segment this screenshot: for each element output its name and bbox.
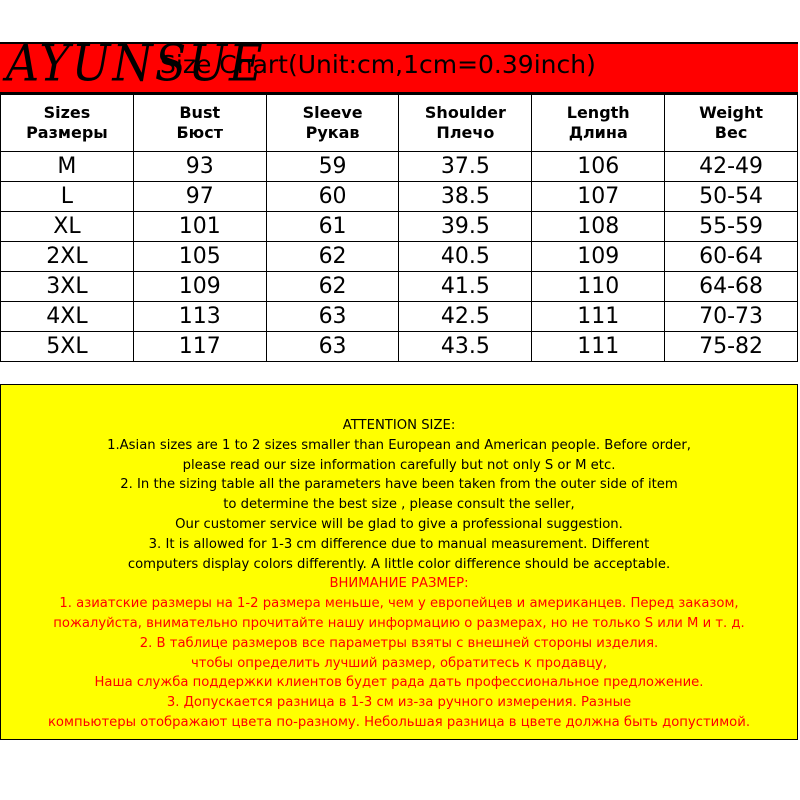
table-row bbox=[1, 182, 798, 212]
notice-line-ru: Наша служба поддержки клиентов будет рада дать профессиональное предложение. bbox=[94, 675, 704, 691]
notice-line-en: 2. In the sizing table all the parameters have been taken from the outer side of item bbox=[120, 477, 678, 493]
cell-shoulder: 39.5 bbox=[399, 212, 532, 242]
cell-bust: 93 bbox=[133, 152, 266, 182]
cell-sleeve: 62 bbox=[266, 272, 399, 302]
table-row bbox=[1, 212, 798, 242]
notice-line-ru: 3. Допускается разница в 1-3 см из-за ручного измерения. Разные bbox=[166, 695, 632, 711]
size-table bbox=[0, 94, 798, 362]
notice-line-ru: 1. азиатские размеры на 1-2 размера меньше, чем у европейцев и американцев. Перед заказом, bbox=[59, 596, 739, 612]
cell-shoulder: 38.5 bbox=[399, 182, 532, 212]
table-row bbox=[1, 272, 798, 302]
cell-shoulder: 41.5 bbox=[399, 272, 532, 302]
cell-length: 109 bbox=[532, 242, 665, 272]
notice-line-en: to determine the best size , please consult the seller, bbox=[223, 497, 575, 513]
cell-bust: 113 bbox=[133, 302, 266, 332]
cell-weight: 50-54 bbox=[665, 182, 798, 212]
col-header-sizes: Sizes Размеры bbox=[1, 95, 134, 152]
cell-bust: 97 bbox=[133, 182, 266, 212]
notice-line-ru: пожалуйста, внимательно прочитайте нашу информацию о размерах, но не только S или M и т. д. bbox=[53, 615, 745, 631]
cell-shoulder: 43.5 bbox=[399, 332, 532, 362]
cell-weight: 64-68 bbox=[665, 272, 798, 302]
cell-sleeve: 60 bbox=[266, 182, 399, 212]
notice-line-en: ATTENTION SIZE: bbox=[342, 418, 456, 433]
attention-notice-text bbox=[0, 416, 798, 733]
cell-sleeve: 59 bbox=[266, 152, 399, 182]
cell-weight: 55-59 bbox=[665, 212, 798, 242]
cell-size: L bbox=[1, 182, 134, 212]
cell-size: 3XL bbox=[1, 272, 134, 302]
notice-line-en: 1.Asian sizes are 1 to 2 sizes smaller than European and American people. Before order, bbox=[107, 437, 691, 453]
notice-line-en: computers display colors differently. A little color difference should be acceptable. bbox=[127, 556, 671, 572]
table-row bbox=[1, 302, 798, 332]
table-row bbox=[1, 332, 798, 362]
cell-bust: 109 bbox=[133, 272, 266, 302]
cell-sleeve: 62 bbox=[266, 242, 399, 272]
cell-bust: 101 bbox=[133, 212, 266, 242]
brand-logo: AYUNSUE bbox=[6, 33, 265, 93]
notice-line-ru: чтобы определить лучший размер, обратитесь к продавцу, bbox=[190, 655, 608, 671]
table-row bbox=[1, 152, 798, 182]
cell-length: 106 bbox=[532, 152, 665, 182]
cell-weight: 70-73 bbox=[665, 302, 798, 332]
notice-line-ru: компьютеры отображают цвета по-разному. Небольшая разница в цвете должна быть допустимой. bbox=[47, 714, 751, 730]
cell-length: 108 bbox=[532, 212, 665, 242]
notice-line-en: please read our size information carefully but not only S or M etc. bbox=[182, 457, 616, 473]
cell-sleeve: 63 bbox=[266, 332, 399, 362]
cell-shoulder: 37.5 bbox=[399, 152, 532, 182]
cell-size: 5XL bbox=[1, 332, 134, 362]
col-header-shoulder: Shoulder Плечо bbox=[399, 95, 532, 152]
cell-bust: 105 bbox=[133, 242, 266, 272]
cell-bust: 117 bbox=[133, 332, 266, 362]
cell-length: 111 bbox=[532, 302, 665, 332]
col-header-length: Length Длина bbox=[532, 95, 665, 152]
cell-size: 4XL bbox=[1, 302, 134, 332]
cell-size: 2XL bbox=[1, 242, 134, 272]
cell-size: M bbox=[1, 152, 134, 182]
col-header-bust: Bust Бюст bbox=[133, 95, 266, 152]
cell-sleeve: 61 bbox=[266, 212, 399, 242]
col-header-sleeve: Sleeve Рукав bbox=[266, 95, 399, 152]
notice-line-en: 3. It is allowed for 1-3 cm difference due to manual measurement. Different bbox=[148, 536, 650, 552]
size-chart-title: Size Chart(Unit:cm,1cm=0.39inch) bbox=[160, 50, 596, 79]
cell-length: 110 bbox=[532, 272, 665, 302]
cell-length: 107 bbox=[532, 182, 665, 212]
cell-weight: 75-82 bbox=[665, 332, 798, 362]
cell-sleeve: 63 bbox=[266, 302, 399, 332]
cell-weight: 60-64 bbox=[665, 242, 798, 272]
table-row bbox=[1, 242, 798, 272]
notice-line-ru: ВНИМАНИЕ РАЗМЕР: bbox=[329, 576, 469, 592]
cell-size: XL bbox=[1, 212, 134, 242]
col-header-weight: Weight Вес bbox=[665, 95, 798, 152]
cell-weight: 42-49 bbox=[665, 152, 798, 182]
notice-line-en: Our customer service will be glad to give a professional suggestion. bbox=[175, 516, 623, 532]
cell-length: 111 bbox=[532, 332, 665, 362]
notice-line-ru: 2. В таблице размеров все параметры взяты с внешней стороны изделия. bbox=[139, 635, 659, 651]
table-header-row bbox=[1, 95, 798, 152]
cell-shoulder: 40.5 bbox=[399, 242, 532, 272]
cell-shoulder: 42.5 bbox=[399, 302, 532, 332]
